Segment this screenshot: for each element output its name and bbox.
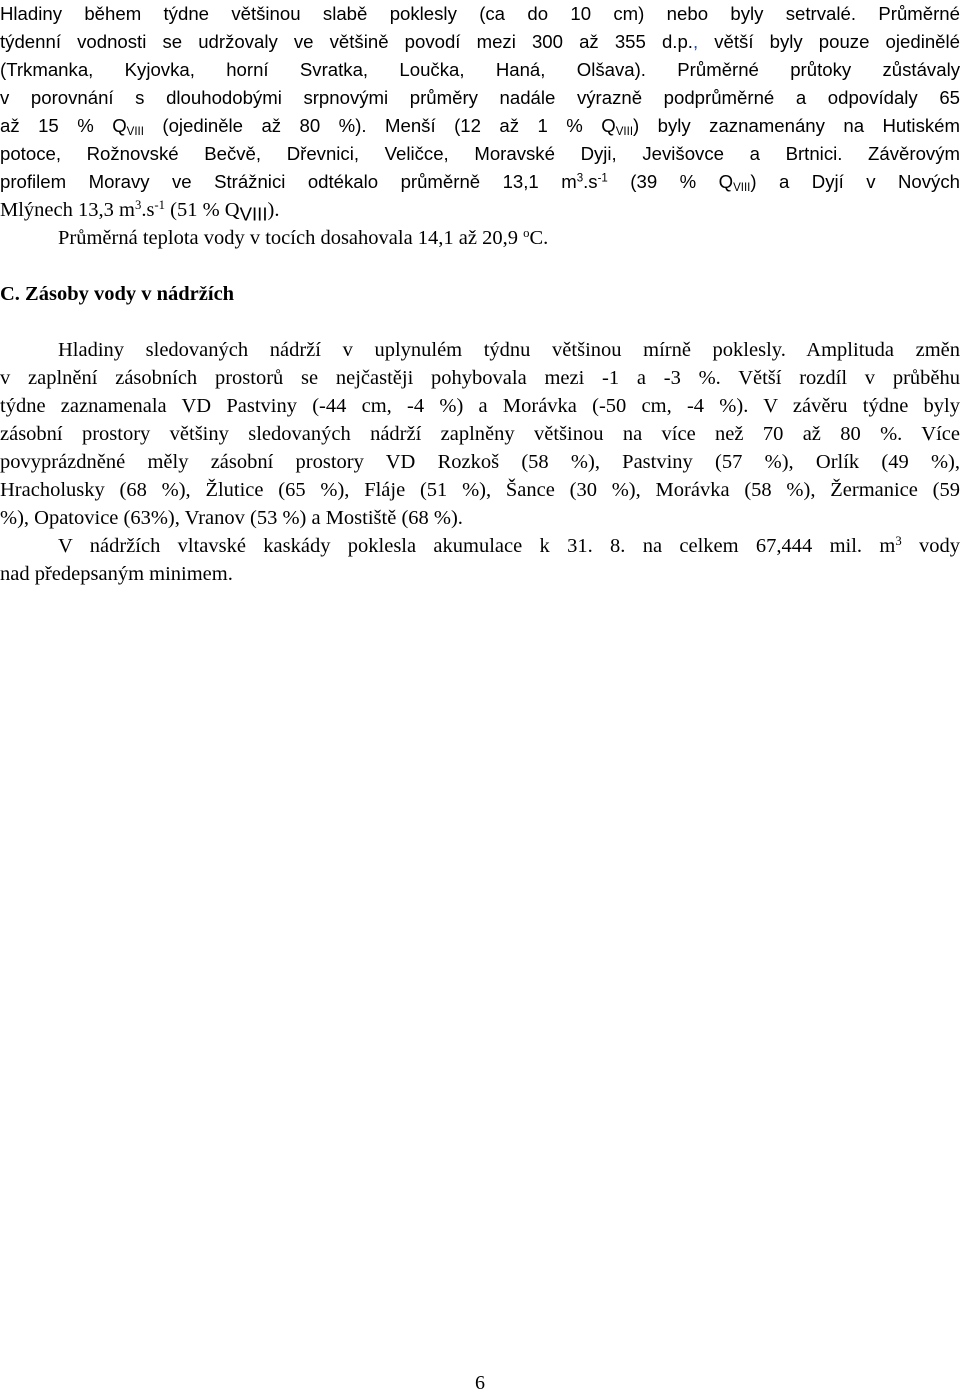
paragraph-1-line-4: v porovnání s dlouhodobými srpnovými průměry nadále výrazně podprůměrné a odpovídaly 65: [0, 87, 960, 108]
text-run: ) a Dyjí v Nových: [750, 171, 960, 192]
text-run: .s: [583, 171, 598, 192]
paragraph-3-line-4: zásobní prostory většiny sledovaných nádrží zaplněny většinou na více než 70 až 80 %. Více: [0, 423, 960, 445]
subscript: VIII: [126, 125, 144, 138]
subscript: VIII: [733, 181, 751, 194]
paragraph-3-line-7: %), Opatovice (63%), Vranov (53 %) a Mostiště (68 %).: [0, 507, 463, 529]
paragraph-1-line-6: potoce, Rožnovské Bečvě, Dřevnici, Veličce, Moravské Dyji, Jevišovce a Brtnici. Závěrovým: [0, 143, 960, 164]
text-run: (39 % Q: [607, 171, 734, 192]
subscript: VIII: [615, 125, 634, 138]
paragraph-1-line-7: [0, 168, 960, 196]
text-run: V nádržích vltavské kaskády poklesla akumulace k 31. 8. na celkem 67,444 mil. m: [58, 535, 896, 557]
paragraph-1-line-1: Hladiny během týdne většinou slabě poklesly (ca do 10 cm) nebo byly setrvalé. Průměrné: [0, 3, 960, 24]
text-run: (51 % Q: [165, 199, 240, 221]
superscript: o: [523, 226, 530, 241]
subscript: VIII: [239, 203, 268, 225]
paragraph-3-line-5: povyprázdněné měly zásobní prostory VD Rozkoš (58 %), Pastviny (57 %), Orlík (49 %),: [0, 451, 960, 473]
text-run: ) byly zaznamenány na Hutiském: [633, 115, 960, 136]
page-number: 6: [475, 1372, 485, 1394]
paragraph-3-line-2: v zaplnění zásobních prostorů se nejčastěji pohybovala mezi -1 a -3 %. Větší rozdíl v průběhu: [0, 367, 960, 389]
text-run: Průměrná teplota vody v tocích dosahovala 14,1 až 20,9: [58, 227, 524, 249]
paragraph-3-line-3: týdne zaznamenala VD Pastviny (-44 cm, -4 %) a Morávka (-50 cm, -4 %). V závěru týdne byly: [0, 395, 960, 417]
paragraph-3-line-1: Hladiny sledovaných nádrží v uplynulém týdnu většinou mírně poklesly. Amplituda změn: [58, 339, 960, 361]
paragraph-1-line-8: [0, 196, 960, 224]
text-run: větší byly pouze ojedinělé: [698, 31, 960, 52]
text-run: vody: [901, 535, 960, 557]
superscript: 3: [134, 198, 142, 213]
superscript: 3: [895, 534, 902, 549]
section-heading: C. Zásoby vody v nádržích: [0, 283, 235, 305]
text-run: C.: [529, 227, 549, 249]
paragraph-1-line-2: [0, 28, 960, 56]
superscript: -1: [597, 172, 608, 185]
text-run: týdenní vodnosti se udržovaly ve většině povodí mezi 300 až 355 d.p.: [0, 31, 693, 52]
text-run: profilem Moravy ve Strážnici odtékalo průměrně 13,1 m: [0, 171, 577, 192]
paragraph-2-line-1: [0, 224, 960, 252]
text-run: Mlýnech 13,3 m: [0, 199, 135, 221]
paragraph-4-line-2: nad předepsaným minimem.: [0, 563, 233, 585]
paragraph-4-line-1: [0, 532, 960, 560]
text-run: ,: [692, 31, 699, 52]
paragraph-3-line-6: Hracholusky (68 %), Žlutice (65 %), Fláje (51 %), Šance (30 %), Morávka (58 %), Žermanice (59: [0, 479, 960, 501]
superscript: -1: [154, 198, 166, 213]
text-run: až 15 % Q: [0, 115, 127, 136]
text-run: (ojediněle až 80 %). Menší (12 až 1 % Q: [162, 115, 616, 136]
paragraph-1-line-3: (Trkmanka, Kyjovka, horní Svratka, Loučka, Haná, Olšava). Průměrné průtoky zůstávaly: [0, 59, 960, 80]
text-run: .s: [141, 199, 155, 221]
text-run: ).: [267, 199, 280, 221]
paragraph-1-line-5: [0, 112, 960, 140]
superscript: 3: [576, 172, 584, 185]
